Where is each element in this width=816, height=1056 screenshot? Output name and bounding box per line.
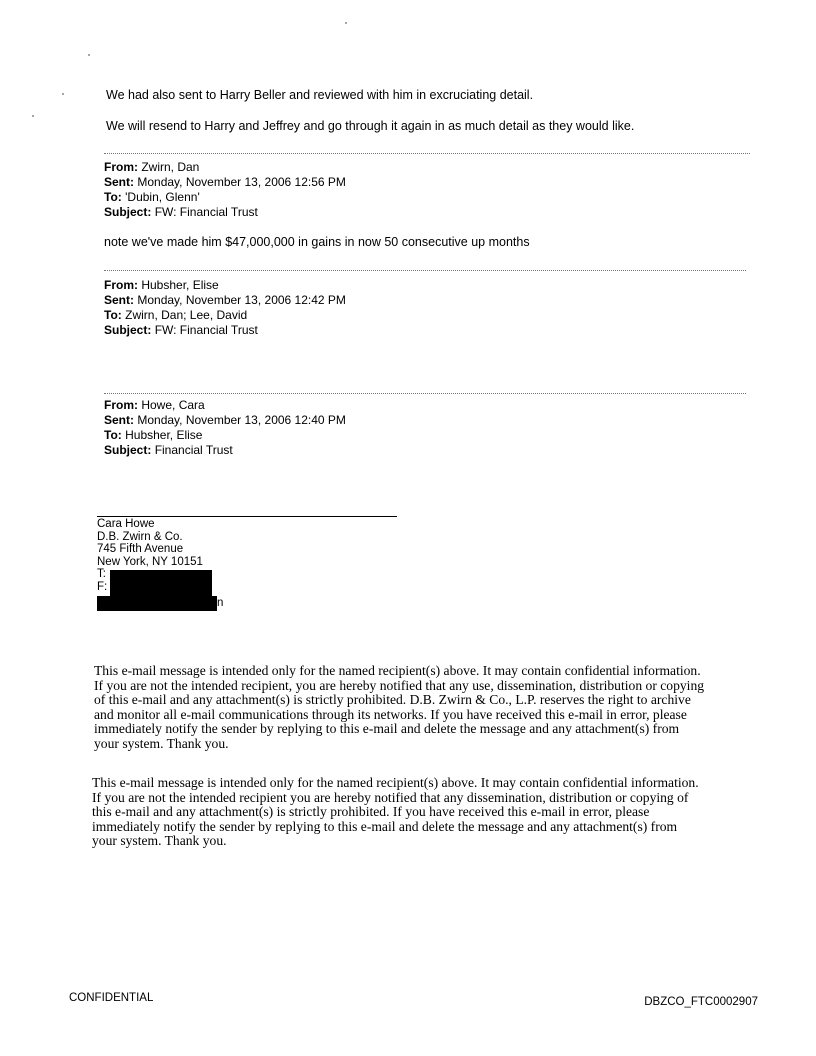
to-label: To: xyxy=(104,308,122,322)
to-label: To: xyxy=(104,190,122,204)
to-label: To: xyxy=(104,428,122,442)
to-value: Hubsher, Elise xyxy=(125,428,203,442)
to-value: Zwirn, Dan; Lee, David xyxy=(125,308,248,322)
from-label: From: xyxy=(104,278,138,292)
sent-label: Sent: xyxy=(104,293,134,307)
from-value: Hubsher, Elise xyxy=(141,278,219,292)
subject-value: FW: Financial Trust xyxy=(154,205,258,219)
disclaimer-line: immediately notify the sender by replying to this e-mail and delete the message and any attachment(s) from xyxy=(94,721,680,737)
email-header-2 xyxy=(104,278,346,338)
disclaimer-2 xyxy=(92,776,699,849)
scan-speck xyxy=(345,22,347,24)
sent-label: Sent: xyxy=(104,175,134,189)
signature-city: New York, NY 10151 xyxy=(97,555,203,568)
email-body-1: note we've made him $47,000,000 in gains in now 50 consecutive up months xyxy=(104,235,530,249)
footer-confidential: CONFIDENTIAL xyxy=(69,992,154,1004)
sent-value: Monday, November 13, 2006 12:42 PM xyxy=(137,293,346,307)
from-label: From: xyxy=(104,160,138,174)
footer-bates-number: DBZCO_FTC0002907 xyxy=(644,996,758,1008)
disclaimer-1 xyxy=(94,664,704,752)
scan-speck xyxy=(88,54,90,56)
sent-value: Monday, November 13, 2006 12:40 PM xyxy=(137,413,346,427)
scan-speck xyxy=(62,93,64,95)
disclaimer-line: this e-mail and any attachment(s) is strictly prohibited. If you have received this e-mail in error, please xyxy=(92,804,650,820)
redaction-box xyxy=(97,596,217,611)
signature-street: 745 Fifth Avenue xyxy=(97,543,184,555)
signature-rule xyxy=(97,516,397,517)
from-label: From: xyxy=(104,398,138,412)
disclaimer-line: immediately notify the sender by replying to this e-mail and delete the message and any attachment(s) from xyxy=(92,818,678,834)
scan-speck xyxy=(32,115,34,117)
from-value: Zwirn, Dan xyxy=(141,160,200,174)
disclaimer-line: If you are not the intended recipient you are hereby notified that any dissemination, distribution or copying of xyxy=(92,789,689,805)
signature-name: Cara Howe xyxy=(97,518,155,530)
from-value: Howe, Cara xyxy=(141,398,205,412)
sent-label: Sent: xyxy=(104,413,134,427)
disclaimer-line: your system. Thank you. xyxy=(94,735,229,751)
separator xyxy=(104,270,746,271)
email-header-3 xyxy=(104,398,346,458)
subject-value: FW: Financial Trust xyxy=(154,323,258,337)
email-header-1 xyxy=(104,160,346,220)
disclaimer-line: and monitor all e-mail communications through its networks. If you have received this e-mail in error, please xyxy=(94,706,687,722)
to-value: 'Dubin, Glenn' xyxy=(125,190,200,204)
subject-label: Subject: xyxy=(104,205,152,219)
disclaimer-line: your system. Thank you. xyxy=(92,833,227,849)
disclaimer-line: This e-mail message is intended only for the named recipient(s) above. It may contain confidential information. xyxy=(92,775,699,790)
signature-fax-label: F: xyxy=(97,580,108,593)
sent-value: Monday, November 13, 2006 12:56 PM xyxy=(137,175,346,189)
signature-company: D.B. Zwirn & Co. xyxy=(97,530,183,543)
subject-label: Subject: xyxy=(104,323,152,337)
subject-value: Financial Trust xyxy=(154,443,233,457)
separator xyxy=(104,393,746,394)
disclaimer-line: of this e-mail and any attachment(s) is strictly prohibited. D.B. Zwirn & Co., L.P. reserves the right to archive xyxy=(94,692,691,708)
redaction-box xyxy=(110,570,212,596)
subject-label: Subject: xyxy=(104,443,152,457)
signature-email-tail: n xyxy=(217,597,224,609)
signature-phone-label: T: xyxy=(97,568,106,580)
disclaimer-line: If you are not the intended recipient, you are hereby notified that any use, dissemination, distribution or copying xyxy=(94,677,705,693)
intro-line-1: We had also sent to Harry Beller and reviewed with him in excruciating detail. xyxy=(106,88,534,102)
disclaimer-line: This e-mail message is intended only for the named recipient(s) above. It may contain confidential information. xyxy=(94,663,701,678)
separator xyxy=(104,153,750,154)
intro-line-2: We will resend to Harry and Jeffrey and go through it again in as much detail as they would like. xyxy=(106,119,635,133)
